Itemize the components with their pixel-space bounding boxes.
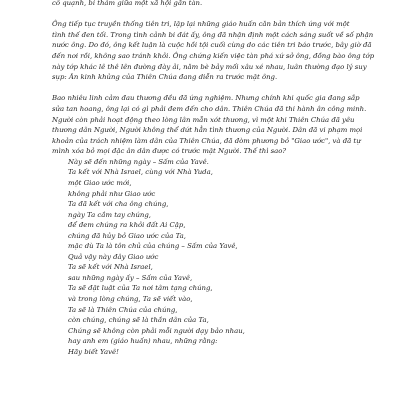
verse-line: Này sẽ đến những ngày – Sấm của Yavê. (68, 157, 209, 166)
verse-line: Quả vậy này đây Giao ước (68, 252, 159, 261)
verse-line: Ta sẽ đặt luật của Ta nơi tâm tạng chúng, (68, 284, 213, 293)
verse-line: Ta sẽ là Thiên Chúa của chúng, (68, 305, 178, 314)
text-line: Ông tiếp tục truyền thống tiên tri, lặp lại những giáo huấn căn bản thích ứng với một (52, 20, 350, 29)
verse-line: còn chúng, chúng sẽ là thần dân của Ta, (68, 316, 209, 325)
paragraph-gap (52, 9, 372, 20)
paragraph-gap (52, 83, 372, 94)
verse-line: một Giao ước mới, (68, 179, 132, 187)
verse-line: hay anh em (giáo huấn) nhau, những rằng: (68, 337, 218, 346)
verse-line: để đem chúng ra khỏi đất Ai Cập, (68, 221, 186, 230)
text-line: này tớp khác lê thê lên đường đày ải, năm bè bảy mối xâu xé nhau, luân thường đạo lý suy (52, 62, 367, 71)
text-line: tình thế đen tối. Trong tình cảnh bi đát ấy, ông đã nhận định một cách sáng suốt về số phận (52, 30, 374, 39)
verse-line: sau những ngày ấy – Sấm của Yavê, (68, 273, 193, 282)
paragraph-2 (52, 93, 372, 157)
paragraph-1 (52, 19, 375, 83)
verse-line: ngày Ta cầm tay chúng, (68, 210, 151, 219)
scripture-quote (68, 157, 372, 357)
text-line: Người còn phải hoạt động theo lòng lân mẫn xót thương, vì một khi Thiên Chúa đã yêu (52, 115, 355, 124)
verse-line: chúng đã hủy bỏ Giao ước của Ta, (68, 231, 186, 240)
document-body (52, 0, 375, 357)
text-line: sụp: Ân kinh khủng của Thiên Chúa đang diễn ra trước mặt ông. (52, 73, 278, 82)
text-line: cô quạnh, bi thảm giữa một xã hội gần tàn. (52, 0, 203, 7)
text-line: khoản của trách nhiệm làm dân của Thiên Chúa, đã đòm phương bỏ "Giao ước", và đã tự (52, 136, 361, 145)
verse-line: Chúng sẽ không còn phải mỗi người dạy bảo nhau, (68, 326, 245, 335)
text-line: thương dân Người, Người không thể dứt hẳn tình thương của Người. Dân đã vi phạm mọi (52, 126, 363, 135)
text-line: mình xóa bỏ mọi đặc ân dân được có trước mặt Người. Thế thì sao? (52, 147, 287, 156)
verse-line: Ta sẽ kết với Nhà Israel, (68, 263, 153, 272)
verse-line: mặc dù Ta là tôn chủ của chúng – Sấm của Yavê, (68, 242, 238, 251)
verse-line: Ta đã kết với cha ông chúng, (68, 200, 169, 209)
verse-line: và trong lòng chúng, Ta sẽ viết vào, (68, 295, 193, 304)
opening-line (52, 0, 372, 9)
verse-line: Ta kết với Nhà Israel, cùng với Nhà Yuda, (68, 168, 213, 177)
text-line: đến nơi rồi, không sao tránh khỏi. Ông chứng kiến việc tàn phá xứ sở ông, đồng bào ông tớp (52, 51, 375, 60)
text-line: sửa tan hoang, ông lại có gì phải đem đến cho dân. Thiên Chúa đã thi hành ân công minh. (52, 104, 367, 113)
verse-line: Hãy biết Yavê! (68, 347, 119, 356)
verse-line: không phải như Giao ước (68, 189, 156, 198)
text-line: Bao nhiêu linh cảm đau thương đều đã ứng nghiệm. Nhưng chính khi quốc gia đang sắp (52, 94, 360, 103)
text-line: nước ông. Do đó, ông kết luận là cuộc hồi tội cuối cùng do các tiên tri báo trước, bây giờ đã (52, 41, 372, 50)
